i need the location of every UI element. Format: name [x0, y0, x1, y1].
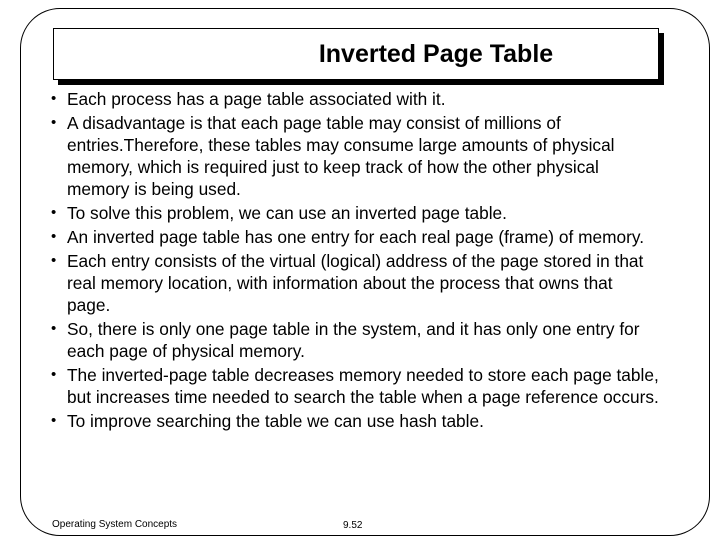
bullet-icon: •	[51, 252, 57, 269]
bullet-item	[48, 410, 660, 432]
bullet-text: Each entry consists of the virtual (logical) address of the page stored in that real memory location, with information about the process that owns that page.	[67, 251, 644, 315]
bullet-item	[48, 88, 660, 110]
bullet-item	[48, 202, 660, 224]
bullet-list	[48, 88, 660, 434]
footer-page-number: 9.52	[343, 520, 363, 531]
title-box	[53, 28, 659, 80]
bullet-icon: •	[51, 90, 57, 107]
bullet-text: A disadvantage is that each page table may consist of millions of entries.Therefore, these tables may consume large amounts of physical memory, which is required just to keep track of how the other physical memory is being used.	[67, 113, 615, 199]
bullet-icon: •	[51, 320, 57, 337]
bullet-text: To solve this problem, we can use an inverted page table.	[67, 203, 507, 223]
bullet-item	[48, 318, 660, 362]
footer-course: Operating System Concepts	[52, 519, 178, 530]
bullet-item	[48, 112, 660, 200]
bullet-text: Each process has a page table associated with it.	[67, 89, 446, 109]
bullet-icon: •	[51, 114, 57, 131]
bullet-icon: •	[51, 204, 57, 221]
bullet-text: To improve searching the table we can use hash table.	[67, 411, 484, 431]
bullet-text: So, there is only one page table in the system, and it has only one entry for each page of physical memory.	[67, 319, 640, 361]
bullet-item	[48, 364, 660, 408]
bullet-item	[48, 250, 660, 316]
bullet-icon: •	[51, 366, 57, 383]
slide-title: Inverted Page Table	[318, 39, 554, 68]
bullet-icon: •	[51, 412, 57, 429]
bullet-text: The inverted-page table decreases memory needed to store each page table, but increases time needed to search the table when a page reference occurs.	[67, 365, 659, 407]
bullet-item	[48, 226, 660, 248]
bullet-icon: •	[51, 228, 57, 245]
bullet-text: An inverted page table has one entry for each real page (frame) of memory.	[67, 227, 644, 247]
